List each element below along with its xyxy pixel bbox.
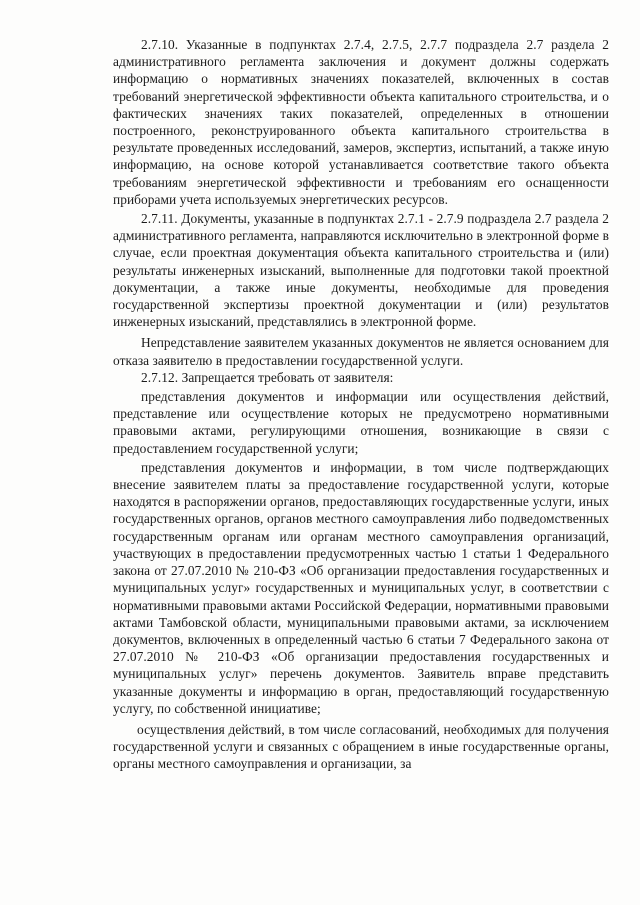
paragraph-2-7-10: 2.7.10. Указанные в подпунктах 2.7.4, 2.7.5, 2.7.7 подраздела 2.7 раздела 2 административного регламента заключения и документ должны содержать информацию о нормативных значениях показателей, включенных в состав требований энергетической эффективности объекта капитального строительства, и о фактических значениях таких показателей, определенных в отношении построенного, реконструированного объекта капитального строительства в результате проведенных исследований, замеров, экспертиз, испытаний, а также иную информацию, на основе которой устанавливается соответствие такого объекта требованиям энергетической эффективности и требованиям его оснащенности приборами учета используемых энергетических ресурсов. xyxy=(113,37,609,207)
paragraph-2-7-12: 2.7.12. Запрещается требовать от заявителя: xyxy=(141,369,394,385)
list-item-prohibition-3: осуществления действий, в том числе согласований, необходимых для получения государственной услуги и связанных с обращением в иные государственные органы, органы местного самоуправления и организации, за xyxy=(113,721,609,772)
list-item-prohibition-2: представления документов и информации, в том числе подтверждающих внесение заявителем платы за предоставление государственной услуги, которые находятся в распоряжении органов, предоставляющих государственные услуги, иных государственных органов, органов местного самоуправления либо подведомственных государственным органам или органам местного самоуправления организаций, участвующих в предоставлении предусмотренных частью 1 статьи 1 Федерального закона от 27.07.2010 № 210-ФЗ «Об организации предоставления государственных и муниципальных услуг» государственных и муниципальных услуг, в соответствии с нормативными правовыми актами Российской Федерации, нормативными правовыми актами Тамбовской области, муниципальными правовыми актами, за исключением документов, включенных в определенный частью 6 статьи 7 Федерального закона от 27.07.2010 № 210-ФЗ «Об организации предоставления государственных и муниципальных услуг» перечень документов. Заявитель вправе представить указанные документы и информацию в орган, предоставляющий государственную услугу, по собственной инициативе; xyxy=(113,459,609,716)
paragraph-2-7-11: 2.7.11. Документы, указанные в подпунктах 2.7.1 - 2.7.9 подраздела 2.7 раздела 2 административного регламента, направляются исключительно в электронной форме в случае, если проектная документация объекта капитального строительства и (или) результаты инженерных изысканий, выполненные для подготовки такой проектной документации, а также иные документы, необходимые для проведения государственной экспертизы проектной документации и (или) результатов инженерных изысканий, представлялись в электронной форме. xyxy=(113,211,609,330)
list-item-prohibition-1: представления документов и информации или осуществления действий, представление или осуществление которых не предусмотрено нормативными правовыми актами, регулирующими отношения, возникающие в связи с предоставлением государственной услуги; xyxy=(113,389,609,456)
paragraph-nepredstavlenie: Непредставление заявителем указанных документов не является основанием для отказа заявителю в предоставлении государственной услуги. xyxy=(113,335,609,368)
document-body xyxy=(113,36,609,773)
